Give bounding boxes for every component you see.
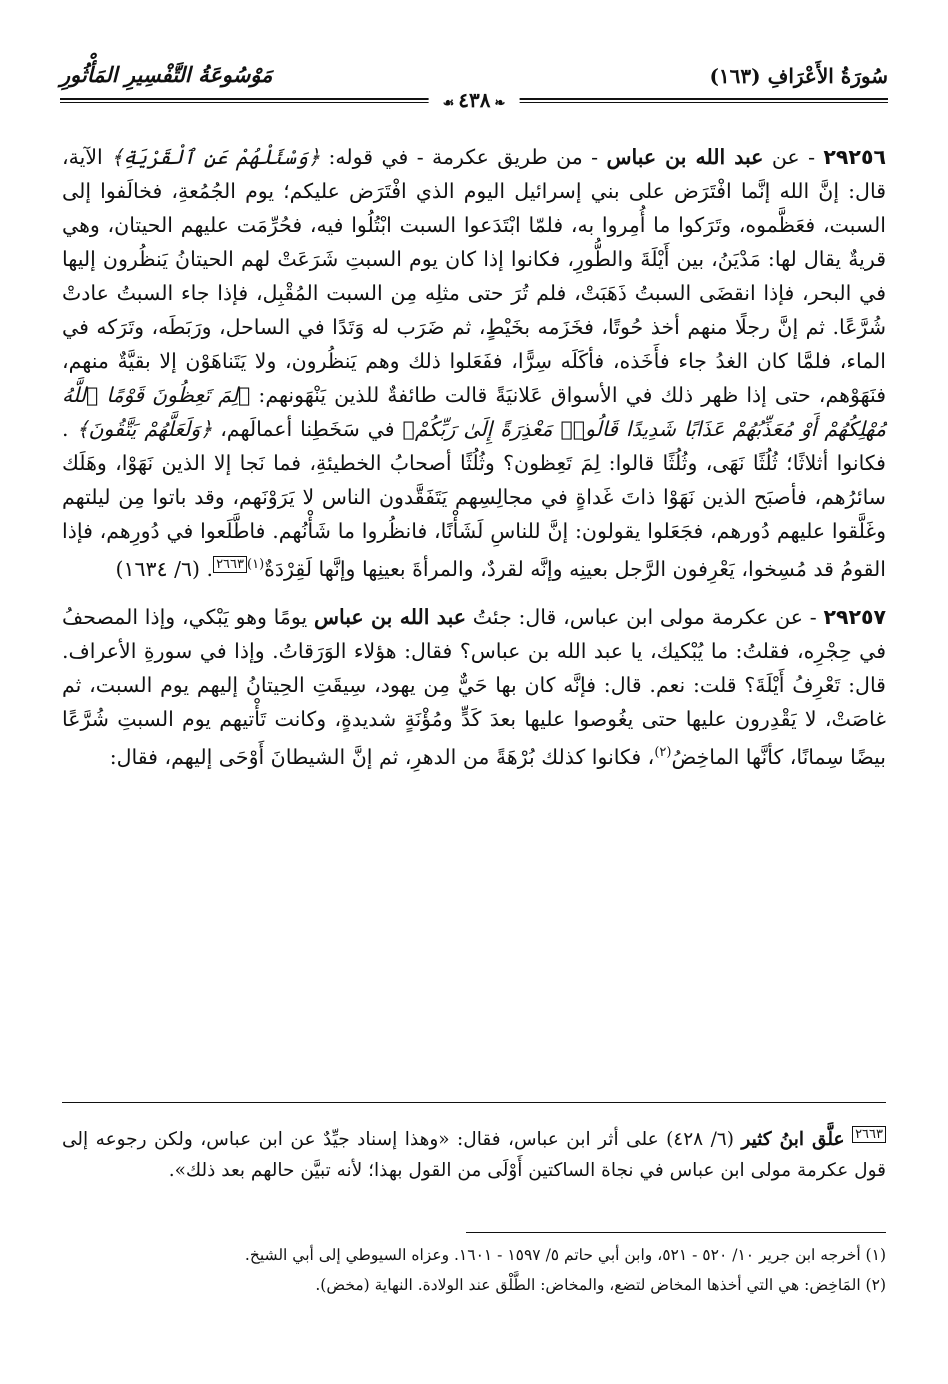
hadith-text: ، فكانوا كذلك بُرْهَةً من الدهرِ، ثم إنَّ الشيطانَ أَوْحَى إليهم، فقال:: [109, 744, 655, 769]
footnote-ref[interactable]: (٢): [654, 744, 672, 760]
hadith-paragraph: [62, 600, 886, 774]
narrator-name: عبد الله بن عباس: [313, 604, 466, 629]
footnote: (١) أخرجه ابن جرير ١٠/ ٥٢٠ - ٥٢١، وابن أبي حاتم ٥/ ١٥٩٧ - ١٦٠١. وعزاه السيوطي إلى أبي الشيخ.: [244, 1246, 886, 1264]
hadith-text: الآية، قال: إنَّ الله إنَّما افْتَرَض على بني إسرائيل اليوم الذي افْتَرَض عليكم؛ يوم الجُمُعةِ، فخالَفوا إلى السبت، فعَظَّموه، وتَرَكوا ما أُمِروا به، فلمّا ابْتَدَعوا السبت ابْتُلُوا فيه، فحُرِّمَت عليهم الحيتان، وهي قريةٌ يقال لها: مَدْيَنُ، بين أَيْلَةَ والطُّورِ، فكانوا إذا كان يوم السبتِ شَرَعَتْ لهم الحيتانُ يَنظُرون إليها في البحر، فإذا انقضَى السبتُ ذَهَبَتْ، فلم تُرَ حتى مثلِه مِن السبت المُقْبِل، فإذا جاء السبتُ عادتْ شُرَّعًا. ثم إنَّ رجلًا منهم أخذ حُوتًا، فخَزَمه بخَيْطٍ، ثم ضَرَب له وَتَدًا في الساحل، ورَبَطَه، وتَرَكه في الماء، فلمَّا كان الغدُ جاء فأَخَذه، فأكَلَه سِرًّا، ففَعَلوا ذلك وهم يَنظُرون، ولا يَتَناهَوْن إلا بقيَّةٌ منهم، فنَهَوْهم، حتى إذا ظهر ذلك في الأسواق عَلانيَةً قالت طائفةٌ للذين يَنْهَونهم:: [62, 145, 886, 407]
page-number: ❧٤٣٨☙: [429, 88, 520, 112]
ornament-icon: ❧: [494, 96, 506, 111]
hadith-intro: - عن عكرمة مولى ابن عباس، قال: جئتُ: [472, 604, 817, 629]
citation: . (٦/ ١٦٣٤): [115, 556, 214, 581]
ornament-icon: ☙: [442, 96, 455, 111]
hadith-text: في سَخَطِنا أعمالَهم،: [220, 417, 395, 441]
footnote-ref[interactable]: (١): [247, 557, 265, 572]
isnad: - من طريق عكرمة - في قوله:: [328, 145, 599, 169]
footnotes: [62, 1240, 886, 1300]
book-title: مَوْسُوعَةُ التَّفْسِيرِ المَأْثُورِ: [60, 62, 273, 87]
note-ref-box: ٢٦٦٣: [852, 1126, 886, 1143]
commentary-note: [62, 1124, 886, 1186]
note-author: علَّق ابنُ كثير: [741, 1129, 845, 1150]
hadith-text: . فكانوا أثلاثًا؛ ثُلُثًا نَهَى، وثُلُثًا قالوا: لِمَ تَعِظون؟ وثُلُثًا أصحابُ الخطيئةِ، فما نَجا إلا الذين نَهَوْا، وهَلَك سائرُهم، فأصبَح الذين نَهَوْا ذاتَ غَداةٍ في مجالِسِهم يَتَفَقَّدون الناس لا يَرَوْنَهم، وقد باتوا مِن ليلتهم وغَلَّقوا عليهم دُورهم، فجَعَلوا يقولون: إنَّ للناسِ لَشَأْنًا، فانظُروا ما شَأْنُهم. فاطَّلَعوا في دُورِهم، فإذا القومُ قد مُسِخوا، يَعْرِفون الرَّجل بعينِه وإنَّه لقردٌ، والمرأةَ بعينِها وإنَّها لَقِرْدَةٌ: [62, 417, 886, 581]
surah-title: سُورَةُ الأَعْرَافِ (١٦٣): [709, 64, 888, 88]
hadith-number: ٢٩٢٥٧: [823, 604, 887, 629]
footnote-divider: [466, 1232, 886, 1233]
quran-verse: ﴿لِمَ تَعِظُونَ قَوْمًا ٱللَّهُ مُهْلِكُهُمْ أَوْ مُعَذِّبُهُمْ عَذَابًا شَدِيدًا قَالُوا۟ مَعْذِرَةً إِلَىٰ رَبِّكُمْ﴾: [62, 383, 886, 441]
note-ref-box[interactable]: ٢٦٦٣: [213, 556, 247, 573]
narrator-name: عبد الله بن عباس: [606, 145, 764, 169]
quran-verse: ﴿وَسْئَلْهُمْ عَنِ ٱلْقَرْيَةِ﴾: [111, 145, 321, 169]
note-text: (٦/ ٤٢٨) على أثر ابن عباس، فقال: «وهذا إسناد جيِّدٌ عن ابن عباس، ولكن رجوعه إلى قول عكرمة مولى ابن عباس في نجاة الساكتين أَوْلَى من القول بهذا؛ لأنه تبيَّن حالهم بعد ذلك».: [62, 1129, 886, 1181]
hadith-text: يومًا وهو يَبْكي، وإذا المصحفُ في حِجْرِه، فقلتُ: ما يُبْكيك، يا عبد الله بن عباس؟ فقال: هؤلاء الوَرَقاتُ. وإذا في سورةِ الأعراف. قال: تَعْرِفُ أَيْلَةَ؟ قلت: نعم. قال: فإنَّه كان بها حَيٌّ مِن يهود، سِيقَتِ الحِيتانُ إليهم يوم السبت، ثم غاصَتْ، لا يَقْدِرون عليها حتى يغُوصوا عليها بعدَ كَدٍّ ومُؤْنَةٍ شديدةٍ، وكانت تَأْتيهم يوم السبتِ شُرَّعًا بيضًا سِمانًا، كأنَّها الماخِضُ: [62, 604, 886, 769]
hadith-number: ٢٩٢٥٦: [823, 145, 886, 169]
hadith-intro: - عن: [771, 145, 815, 169]
quran-verse: ﴿وَلَعَلَّهُمْ يَتَّقُونَ﴾: [76, 417, 213, 441]
hadith-paragraph: [62, 140, 886, 586]
main-text: [62, 140, 886, 774]
footnote: (٢) المَاخِض: هي التي أخذها المخاض لتضع، والمخاض: الطَّلْق عند الولادة. النهاية (مخض).: [315, 1276, 886, 1294]
note-divider: [62, 1102, 886, 1103]
